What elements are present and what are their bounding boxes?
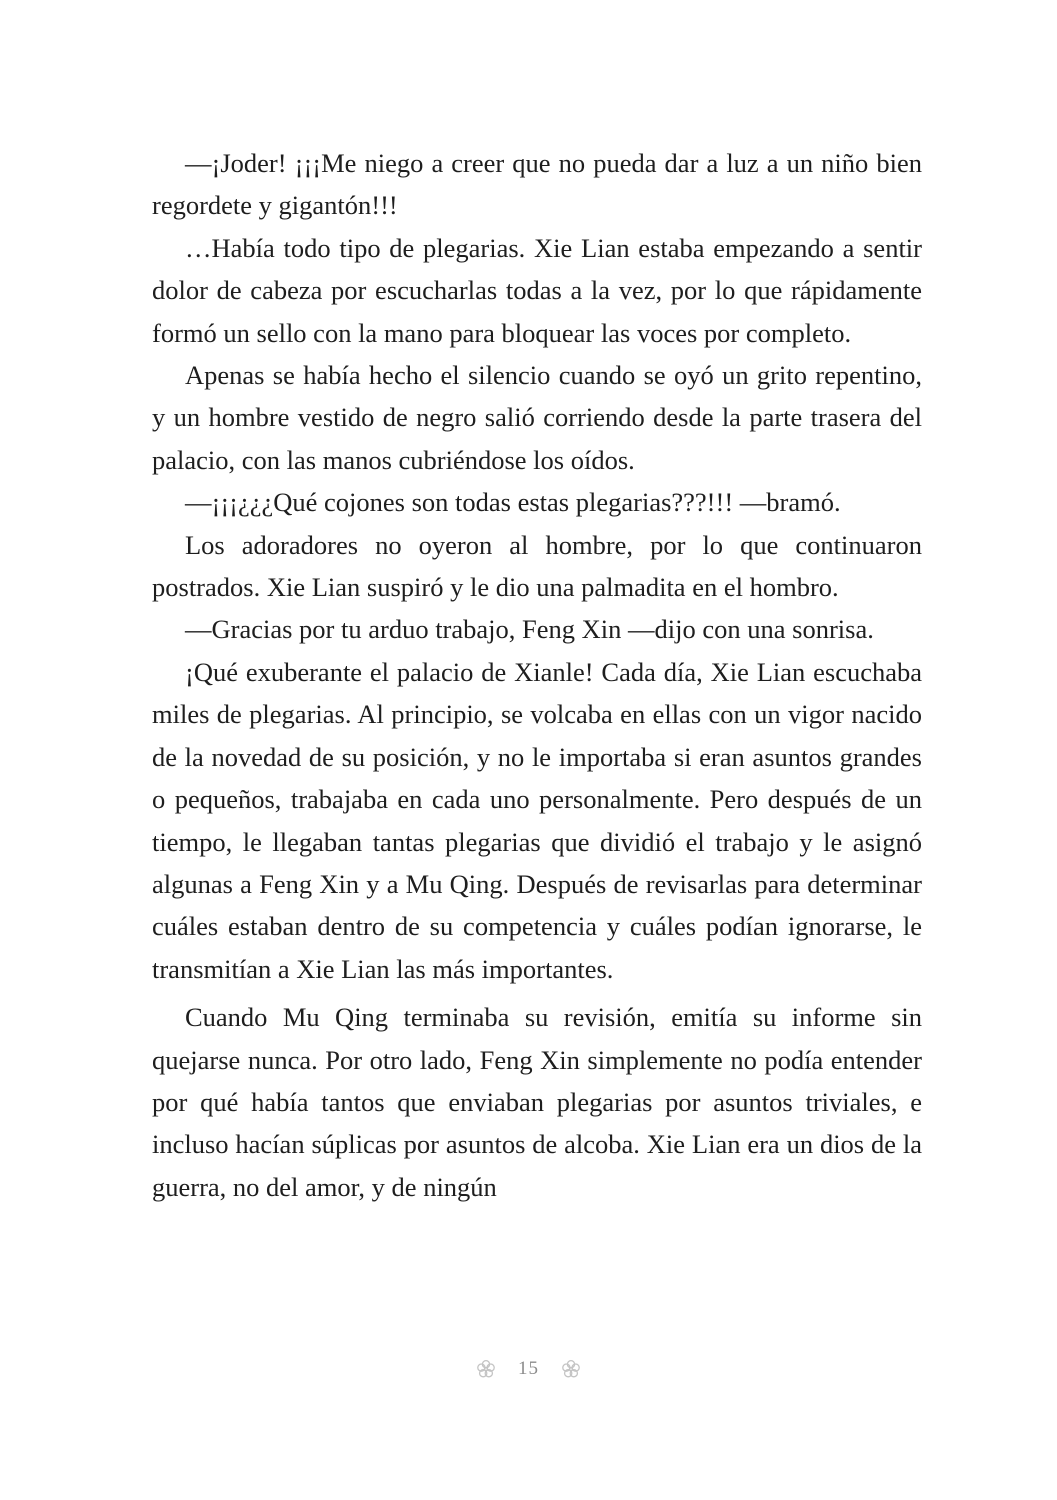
paragraph: —¡Joder! ¡¡¡Me niego a creer que no pueda dar a luz a un niño bien regordete y gigantón!!! [152, 148, 922, 221]
paragraph: ¡Qué exuberante el palacio de Xianle! Cada día, Xie Lian escuchaba miles de plegarias. Al principio, se volcaba en ellas con un vigor nacido de la novedad de su posición, y no le importaba si eran asuntos grandes o pequeños, trabajaba en cada uno personalmente. Pero después de un tiempo, le llegaban tantas plegarias que dividió el trabajo y le asignó algunas a Feng Xin y a Mu Qing. Después de revisarlas para determinar cuáles estaban dentro de su competencia y cuáles podían ignorarse, le transmitían a Xie Lian las más importantes. [152, 656, 922, 984]
page-footer [0, 1358, 1057, 1380]
plum-blossom-icon [561, 1359, 581, 1379]
paragraph: —¡¡¡¿¿¿Qué cojones son todas estas plegarias???!!! —bramó. [185, 487, 841, 518]
plum-blossom-icon [476, 1359, 496, 1379]
page-number: 15 [518, 1358, 539, 1379]
paragraph: …Había todo tipo de plegarias. Xie Lian estaba empezando a sentir dolor de cabeza por escucharlas todas a la vez, por lo que rápidamente formó un sello con la mano para bloquear las voces por completo. [152, 232, 922, 348]
paragraph: Cuando Mu Qing terminaba su revisión, emitía su informe sin quejarse nunca. Por otro lado, Feng Xin simplemente no podía entender por qué había tantos que enviaban plegarias por asuntos triviales, e incluso hacían súplicas por asuntos de alcoba. Xie Lian era un dios de la guerra, no del amor, y de ningún [152, 1002, 922, 1202]
paragraph: —Gracias por tu arduo trabajo, Feng Xin —dijo con una sonrisa. [185, 614, 874, 645]
paragraph: Los adoradores no oyeron al hombre, por lo que continuaron postrados. Xie Lian suspiró y le dio una palmadita en el hombro. [152, 529, 922, 603]
paragraph: Apenas se había hecho el silencio cuando se oyó un grito repentino, y un hombre vestido de negro salió corriendo desde la parte trasera del palacio, con las manos cubriéndose los oídos. [152, 360, 922, 475]
body-text [152, 142, 922, 1208]
